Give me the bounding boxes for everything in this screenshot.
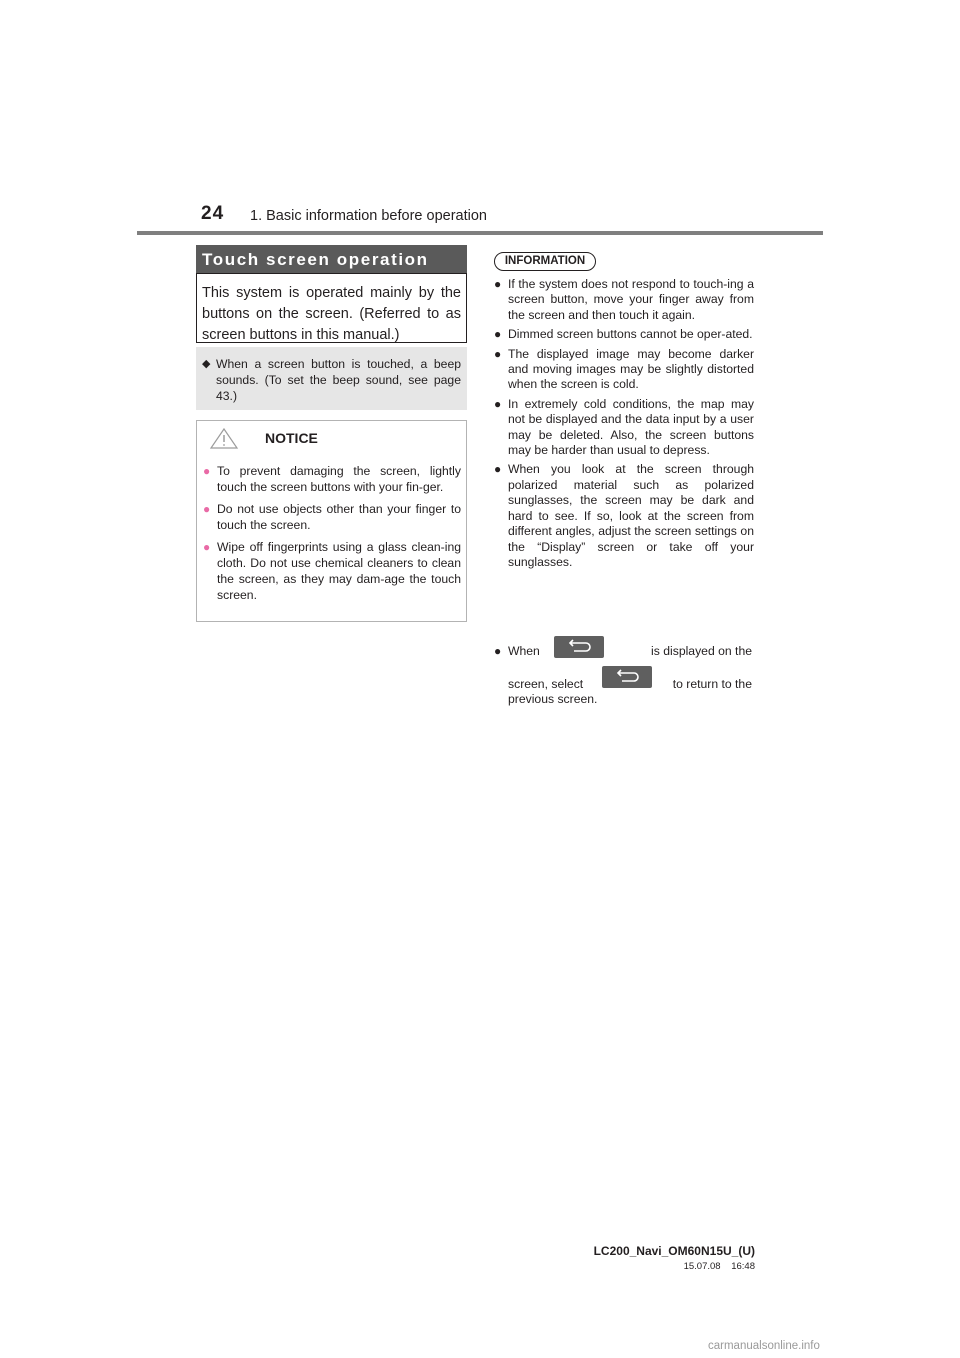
- circle-bullet-icon: ●: [494, 346, 502, 361]
- circle-bullet-icon: ●: [203, 464, 211, 478]
- information-item-text: When you look at the screen through polarized material such as polarized sunglasses, the screen may be dark and hard to see. If so, look at the screen from different angles, adjust the screen settings on the “Display” screen or take off your sunglasses.: [508, 462, 754, 569]
- notice-item: [197, 539, 466, 603]
- beep-note: [196, 347, 467, 410]
- page-number: 24: [201, 203, 225, 224]
- information-item: [494, 397, 754, 459]
- back-arrow-icon: [602, 666, 652, 688]
- back-item-text-displayed: is displayed on the: [651, 644, 752, 658]
- notice-item-text: Wipe off fingerprints using a glass clean-ing cloth. Do not use chemical cleaners to clean the screen, as they may dam-age the touch screen.: [217, 540, 461, 602]
- notice-box: [196, 420, 467, 622]
- timestamp: 15.07.08 16:48: [683, 1261, 755, 1272]
- back-button: [554, 636, 604, 658]
- circle-bullet-icon: ●: [494, 396, 502, 411]
- document-id: LC200_Navi_OM60N15U_(U): [593, 1244, 755, 1258]
- notice-item: [197, 463, 466, 495]
- beep-note-text: When a screen button is touched, a beep sounds. (To set the beep sound, see page 43.): [216, 357, 461, 403]
- header-rule: [137, 231, 823, 235]
- information-item: [494, 327, 754, 342]
- back-item-text-select: screen, select: [508, 677, 584, 691]
- notice-list: [197, 463, 466, 609]
- back-item-text-previous: previous screen.: [508, 692, 598, 706]
- circle-bullet-icon: ●: [494, 327, 502, 342]
- notice-item-text: To prevent damaging the screen, lightly touch the screen buttons with your fin-ger.: [217, 464, 461, 494]
- notice-title: NOTICE: [265, 430, 318, 446]
- section-heading: Touch screen operation: [196, 245, 467, 273]
- circle-bullet-icon: ●: [203, 540, 211, 554]
- information-item: [494, 462, 754, 570]
- circle-bullet-icon: ●: [494, 277, 502, 291]
- information-item-text: The displayed image may become darker and moving images may be slightly distorted when the screen is cold.: [508, 346, 754, 392]
- watermark: carmanualsonline.info: [708, 1340, 820, 1352]
- information-item-text: Dimmed screen buttons cannot be oper-ated.: [508, 327, 753, 342]
- back-button-item: [494, 636, 754, 708]
- information-item: [494, 347, 754, 393]
- information-badge: INFORMATION: [494, 252, 596, 271]
- notice-header: [209, 427, 459, 449]
- section-title: 1. Basic information before operation: [250, 208, 487, 224]
- diamond-bullet-icon: ◆: [202, 358, 211, 370]
- information-item-text: In extremely cold conditions, the map may not be displayed and the data input by a user may be deleted. Also, the screen buttons may be harder than usual to depress.: [508, 396, 754, 458]
- back-arrow-icon: [554, 636, 604, 658]
- back-item-text-when: When: [508, 644, 540, 658]
- intro-box: This system is operated mainly by the buttons on the screen. (Referred to as screen buttons in this manual.): [196, 273, 467, 343]
- notice-item-text: Do not use objects other than your finger to touch the screen.: [217, 502, 461, 532]
- warning-triangle-icon: [209, 427, 239, 449]
- information-list: [494, 277, 754, 574]
- back-item-text-return: to return to the: [672, 677, 752, 691]
- circle-bullet-icon: ●: [494, 644, 502, 658]
- circle-bullet-icon: ●: [494, 462, 502, 477]
- circle-bullet-icon: ●: [203, 502, 211, 516]
- back-button: [602, 666, 652, 688]
- information-item-text: If the system does not respond to touch-ing a screen button, move your finger away from the screen and then touch it again.: [508, 277, 754, 322]
- information-item: [494, 277, 754, 323]
- notice-item: [197, 501, 466, 533]
